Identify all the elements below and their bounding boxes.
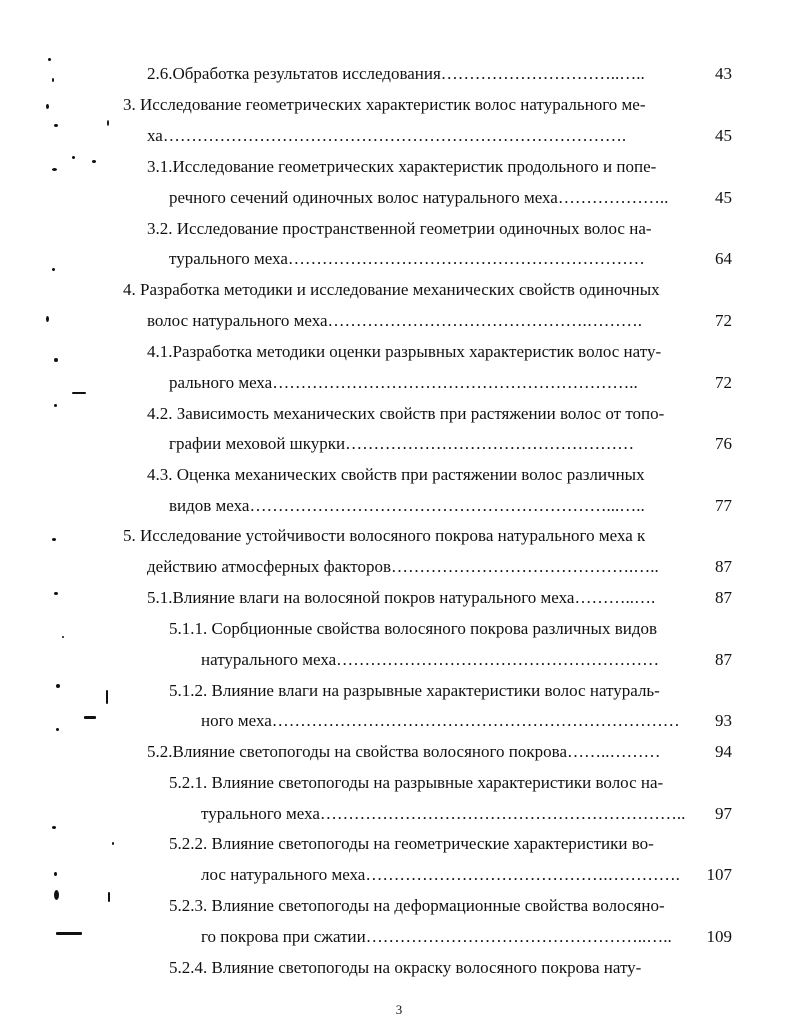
toc-line	[201, 923, 692, 951]
toc-line	[147, 338, 692, 366]
toc-line-text: 5.2.4. Влияние светопогоды на окраску волосяного покрова нату-	[169, 958, 642, 977]
scan-speck	[112, 842, 114, 845]
scan-speck	[54, 124, 58, 127]
toc-line-text: видов меха………………………………………………………...…..	[169, 496, 645, 515]
toc-line-text: 5.1.1. Сорбционные свойства волосяного покрова различных видов	[169, 619, 657, 638]
toc-page-number: 109	[706, 927, 732, 946]
toc-line-text: турального меха………………………………………………………..	[201, 804, 686, 823]
scan-speck	[52, 826, 56, 829]
toc-line	[147, 60, 692, 88]
scan-speck	[72, 156, 75, 159]
toc-line	[147, 461, 692, 489]
scan-speck	[52, 168, 57, 171]
toc-line-text: 4.3. Оценка механических свойств при растяжении волос различных	[147, 465, 645, 484]
toc-line-text: 3.1.Исследование геометрических характеристик продольного и попе-	[147, 157, 657, 176]
toc-page-number: 76	[715, 434, 732, 453]
toc-line	[169, 892, 692, 920]
toc-line-text: 5.2.3. Влияние светопогоды на деформационные свойства волосяно-	[169, 896, 665, 915]
toc-line	[147, 400, 692, 428]
scan-speck	[56, 684, 60, 688]
scan-speck	[54, 592, 58, 595]
toc-page-number: 94	[715, 742, 732, 761]
toc-line	[169, 184, 692, 212]
toc-line	[169, 677, 692, 705]
scan-speck	[107, 120, 109, 126]
scan-speck	[108, 892, 110, 902]
toc-line-text: 2.6.Обработка результатов исследования…………………………..…..	[147, 64, 645, 83]
toc-line	[201, 707, 692, 735]
scan-speck	[52, 538, 56, 541]
toc-line	[147, 738, 692, 766]
toc-line-text: ха……………………………………………………………………….	[147, 126, 627, 145]
toc-line	[147, 153, 692, 181]
toc-line	[147, 122, 692, 150]
toc-page-number: 77	[715, 496, 732, 515]
scan-speck	[46, 316, 49, 322]
toc-line	[169, 492, 692, 520]
toc-line-text: турального меха………………………………………………………	[169, 249, 645, 268]
toc-line-text: рального меха………………………………………………………..	[169, 373, 638, 392]
toc-line	[201, 861, 692, 889]
toc-line-text: 4.1.Разработка методики оценки разрывных характеристик волос нату-	[147, 342, 662, 361]
toc-line-text: 3.2. Исследование пространственной геометрии одиночных волос на-	[147, 219, 652, 238]
toc-line	[147, 307, 692, 335]
toc-line	[147, 553, 692, 581]
toc-page-number: 45	[715, 126, 732, 145]
toc-page-number: 97	[715, 804, 732, 823]
toc-line-text: лос натурального меха…………………………………….………….	[201, 865, 680, 884]
toc-line-text: 5.1.Влияние влаги на волосяной покров натурального меха………..….	[147, 588, 656, 607]
toc-line	[169, 615, 692, 643]
toc-page-number: 45	[715, 188, 732, 207]
toc-line	[169, 830, 692, 858]
toc-line	[147, 584, 692, 612]
toc-page-number: 107	[706, 865, 732, 884]
toc-line-text: 5. Исследование устойчивости волосяного покрова натурального меха к	[123, 526, 646, 545]
toc-line-text: натурального меха…………………………………………………	[201, 650, 660, 669]
toc-line	[147, 215, 692, 243]
toc-line-text: 5.1.2. Влияние влаги на разрывные характеристики волос натураль-	[169, 681, 660, 700]
toc-line-text: 3. Исследование геометрических характеристик волос натурального ме-	[123, 95, 646, 114]
toc-page-number: 87	[715, 650, 732, 669]
toc-page-number: 43	[715, 64, 732, 83]
scan-speck	[56, 728, 59, 731]
scan-speck	[54, 404, 57, 407]
scan-speck	[84, 716, 96, 719]
scan-speck	[54, 358, 58, 362]
toc-page-number: 87	[715, 588, 732, 607]
toc-line-text: 5.2.2. Влияние светопогоды на геометрические характеристики во-	[169, 834, 654, 853]
scan-speck	[106, 690, 108, 704]
toc-page-number: 93	[715, 711, 732, 730]
scan-speck	[46, 104, 49, 109]
scan-speck	[92, 160, 96, 163]
toc-line	[169, 245, 692, 273]
toc-line-text: 5.2.1. Влияние светопогоды на разрывные характеристики волос на-	[169, 773, 664, 792]
toc-line	[201, 646, 692, 674]
scan-speck	[56, 932, 82, 935]
scan-speck	[72, 392, 86, 394]
scan-speck	[54, 872, 57, 876]
toc-line	[123, 276, 693, 304]
toc-line-text: действию атмосферных факторов…………………………………….…..	[147, 557, 659, 576]
scan-speck	[54, 890, 59, 900]
toc-line	[169, 430, 692, 458]
toc-line-text: 4.2. Зависимость механических свойств при растяжении волос от топо-	[147, 404, 665, 423]
toc-line-text: 5.2.Влияние светопогоды на свойства волосяного покрова……..………	[147, 742, 661, 761]
scan-speck	[52, 268, 55, 271]
toc-page-number: 87	[715, 557, 732, 576]
toc-page-number: 72	[715, 373, 732, 392]
toc-line	[201, 800, 692, 828]
toc-line	[123, 91, 693, 119]
toc-line-text: ного меха………………………………………………………………	[201, 711, 680, 730]
scan-speck	[52, 78, 54, 82]
scan-speck	[62, 636, 64, 638]
toc-line	[169, 769, 692, 797]
toc-line-text: речного сечений одиночных волос натурального меха………………..	[169, 188, 669, 207]
toc-line	[169, 954, 692, 982]
toc-page-number: 64	[715, 249, 732, 268]
toc-line	[123, 522, 693, 550]
toc-line-text: волос натурального меха……………………………………….……….	[147, 311, 643, 330]
toc-page-number: 72	[715, 311, 732, 330]
toc-line	[169, 369, 692, 397]
toc-line-text: 4. Разработка методики и исследование механических свойств одиночных	[123, 280, 660, 299]
page-footer-number: 3	[395, 1002, 403, 1017]
scan-speck	[48, 58, 51, 61]
toc-line-text: графии меховой шкурки……………………………………………	[169, 434, 635, 453]
toc-line-text: го покрова при сжатии…………………………………………..…..	[201, 927, 672, 946]
